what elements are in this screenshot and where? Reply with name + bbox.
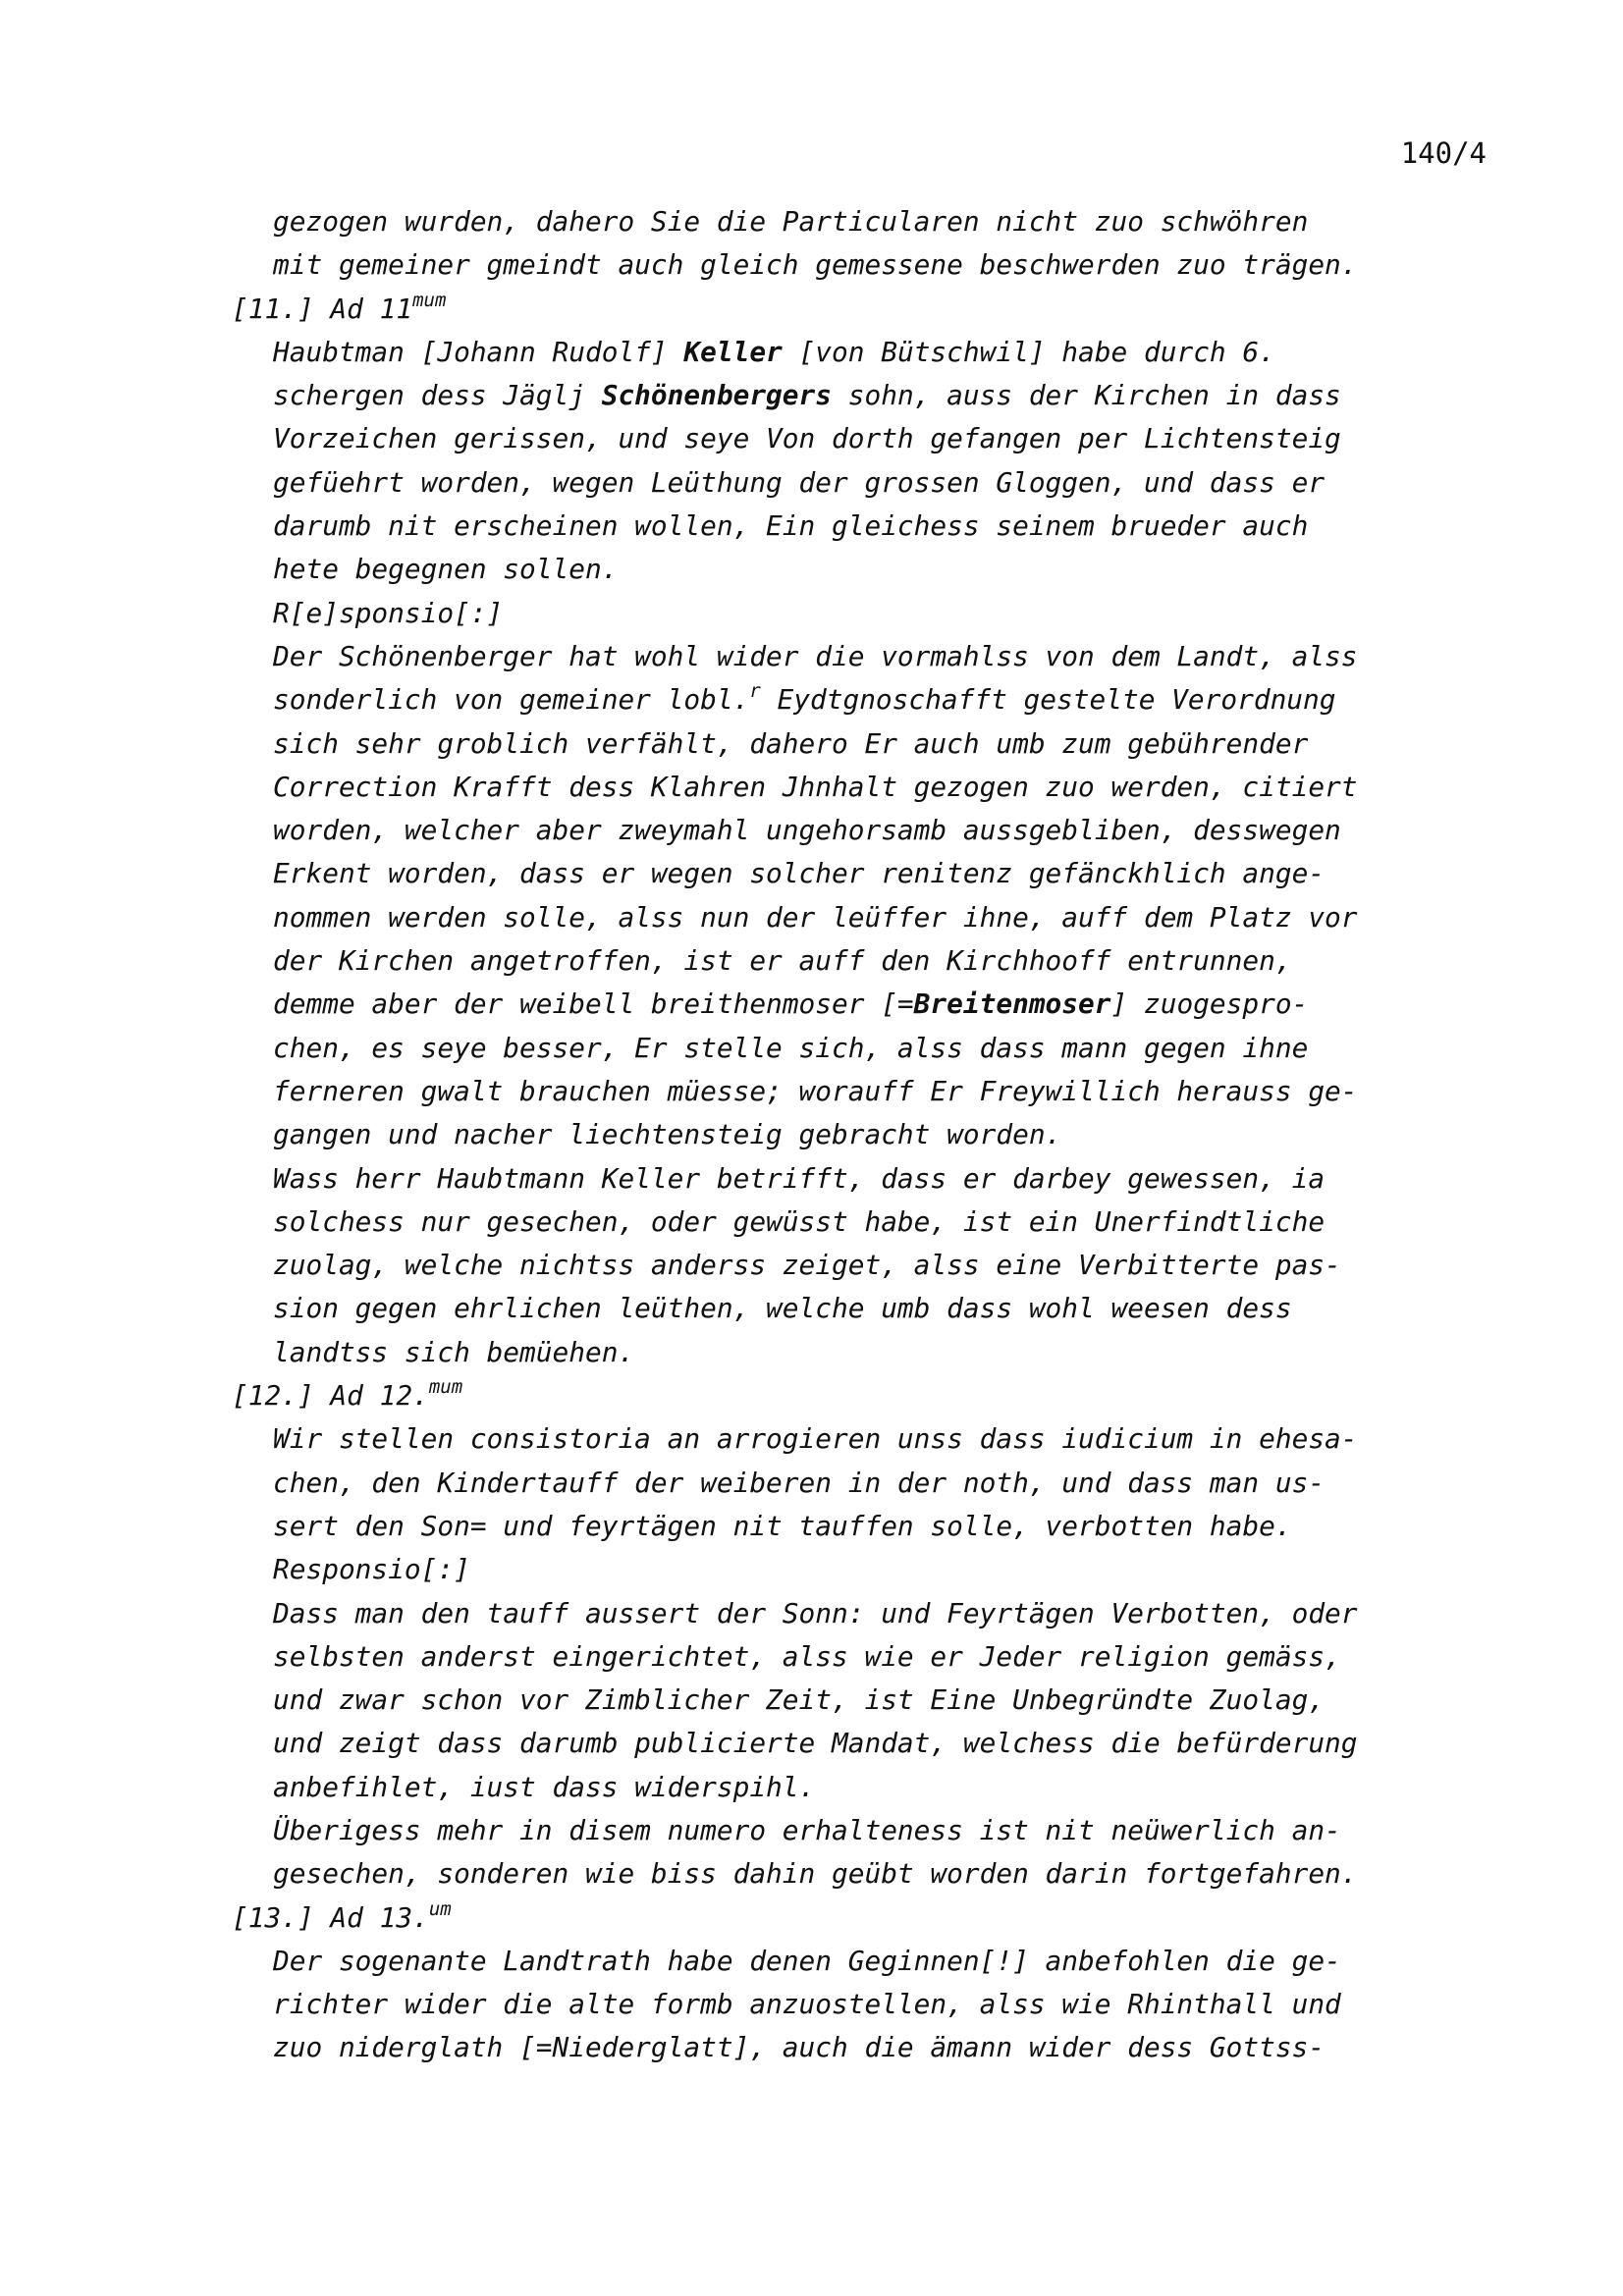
text-span: Erkent worden, dass er wegen solcher renitenz gefänckhlich ange- — [273, 857, 1325, 890]
text-span: der Kirchen angetroffen, ist er auff den Kirchhooff entrunnen, — [273, 944, 1292, 978]
text-span: gezogen wurden, dahero Sie die Particularen nicht zuo schwöhren — [273, 205, 1309, 238]
text-span: zuo niderglath [=Niederglatt], auch die ämann wider dess Gottss- — [273, 2031, 1325, 2064]
bold-name: Schönenbergers — [601, 379, 832, 412]
text-line — [232, 1766, 1498, 1809]
text-line — [232, 1417, 1498, 1461]
section-heading — [232, 1374, 1498, 1417]
text-span: Eydtgnoschafft gestelte Verordnung — [760, 683, 1336, 717]
text-line — [232, 592, 1498, 635]
text-line — [232, 1592, 1498, 1635]
text-span: hete begegnen sollen. — [273, 553, 619, 586]
text-line — [232, 809, 1498, 852]
text-line — [232, 1331, 1498, 1374]
text-span: gefüehrt worden, wegen Leüthung der grossen Gloggen, und dass er — [273, 465, 1325, 499]
text-span: worden, welcher aber zweymahl ungehorsamb aussgebliben, desswegen — [273, 814, 1341, 847]
text-line — [232, 1070, 1498, 1113]
text-span: [12.] Ad 12. — [232, 1379, 429, 1413]
text-line — [232, 1852, 1498, 1896]
text-span: und zwar schon vor Zimblicher Zeit, ist Eine Unbegründte Zuolag, — [273, 1683, 1325, 1717]
text-line — [232, 374, 1498, 417]
text-line — [232, 461, 1498, 505]
text-line — [232, 417, 1498, 460]
page-number: 140/4 — [1400, 136, 1487, 170]
text-span: ferneren gwalt brauchen müesse; worauff Er Freywillich herauss ge- — [273, 1074, 1358, 1107]
text-span: selbsten anderst eingerichtet, alss wie er Jeder religion gemäss, — [273, 1639, 1341, 1673]
text-span: Der Schönenberger hat wohl wider die vormahlss von dem Landt, alss — [273, 639, 1358, 672]
text-line — [232, 1505, 1498, 1548]
section-heading — [232, 1896, 1498, 1940]
bold-name: Keller — [683, 335, 783, 368]
bold-name: Breitenmoser — [913, 988, 1111, 1021]
text-span: gesechen, sonderen wie biss dahin geübt worden darin fortgefahren. — [273, 1857, 1358, 1891]
text-line — [232, 243, 1498, 287]
text-line — [232, 1287, 1498, 1330]
text-line — [232, 635, 1498, 678]
text-line — [232, 1983, 1498, 2026]
text-line — [232, 1462, 1498, 1505]
text-span: Responsio[:] — [273, 1553, 470, 1586]
text-span: chen, den Kindertauff der weiberen in der noth, und dass man us- — [273, 1466, 1325, 1499]
text-span: darumb nit erscheinen wollen, Ein gleichess seinem brueder auch — [273, 509, 1309, 543]
text-line — [232, 1809, 1498, 1852]
text-line — [232, 548, 1498, 591]
text-span: anbefihlet, iust dass widerspihl. — [273, 1770, 816, 1803]
text-span: sonderlich von gemeiner lobl. — [273, 683, 750, 717]
text-line — [232, 939, 1498, 983]
text-span: landtss sich bemüehen. — [273, 1335, 635, 1368]
text-line — [232, 1548, 1498, 1591]
text-span: Correction Krafft dess Klahren Jhnhalt gezogen zuo werden, citiert — [273, 770, 1358, 803]
text-line — [232, 1027, 1498, 1070]
section-heading — [232, 288, 1498, 331]
text-span: demme aber der weibell breithenmoser [= — [273, 988, 914, 1021]
text-line — [232, 896, 1498, 939]
text-span: Der sogenante Landtrath habe denen Geginnen[!] anbefohlen die ge- — [273, 1944, 1341, 1977]
text-line — [232, 1635, 1498, 1679]
text-line — [232, 1244, 1498, 1287]
text-span: ] zuogespro- — [1110, 988, 1309, 1021]
text-span: [von Bütschwil] habe durch 6. — [782, 335, 1275, 368]
text-span: schergen dess Jäglj — [273, 379, 602, 412]
superscript: mum — [428, 1376, 463, 1399]
text-span: chen, es seye besser, Er stelle sich, alss dass mann gegen ihne — [273, 1031, 1309, 1064]
text-span: Überigess mehr in disem numero erhalteness ist nit neüwerlich an- — [273, 1813, 1341, 1846]
text-line — [232, 766, 1498, 809]
text-line — [232, 1722, 1498, 1765]
text-span: [11.] Ad 11 — [232, 292, 413, 325]
text-span: Wir stellen consistoria an arrogieren unss dass iudicium in ehesa- — [273, 1422, 1358, 1456]
text-span: R[e]sponsio[:] — [273, 596, 504, 629]
text-span: und zeigt dass darumb publicierte Mandat, welchess die befürderung — [273, 1727, 1358, 1760]
text-line — [232, 1157, 1498, 1201]
text-line — [232, 1679, 1498, 1722]
text-span: gangen und nacher liechtensteig gebracht worden. — [273, 1118, 1062, 1151]
text-line — [232, 1201, 1498, 1244]
text-line — [232, 505, 1498, 548]
text-span: Wass herr Haubtmann Keller betrifft, dass er darbey gewessen, ia — [273, 1161, 1325, 1195]
text-line — [232, 2026, 1498, 2069]
text-span: sert den Son= und feyrtägen nit tauffen solle, verbotten habe. — [273, 1509, 1292, 1542]
text-line — [232, 331, 1498, 374]
text-span: [13.] Ad 13. — [232, 1900, 429, 1934]
text-line — [232, 852, 1498, 895]
text-line — [232, 983, 1498, 1026]
text-span: Dass man den tauff aussert der Sonn: und Feyrtägen Verbotten, oder — [273, 1596, 1358, 1629]
text-span: Vorzeichen gerissen, und seye Von dorth gefangen per Lichtensteig — [273, 422, 1341, 455]
text-span: richter wider die alte formb anzuostellen, alss wie Rhinthall und — [273, 1988, 1341, 2021]
text-span: zuolag, welche nichtss anderss zeiget, alss eine Verbitterte pas- — [273, 1249, 1341, 1282]
text-line — [232, 1113, 1498, 1156]
text-span: Haubtman [Johann Rudolf] — [273, 335, 684, 368]
text-span: sohn, auss der Kirchen in dass — [832, 379, 1341, 412]
superscript: um — [428, 1897, 452, 1920]
text-span: nommen werden solle, alss nun der leüffer ihne, auff dem Platz vor — [273, 900, 1358, 934]
text-span: solchess nur gesechen, oder gewüsst habe, ist ein Unerfindtliche — [273, 1204, 1325, 1238]
text-span: sion gegen ehrlichen leüthen, welche umb dass wohl weesen dess — [273, 1292, 1292, 1325]
superscript: mum — [412, 289, 447, 311]
document-body — [232, 200, 1498, 2070]
text-line — [232, 1940, 1498, 1983]
text-span: sich sehr groblich verfählt, dahero Er auch umb zum gebührender — [273, 726, 1309, 760]
text-span: mit gemeiner gmeindt auch gleich gemessene beschwerden zuo trägen. — [273, 248, 1358, 282]
text-line — [232, 722, 1498, 766]
text-line — [232, 678, 1498, 721]
superscript: r — [749, 680, 761, 703]
text-line — [232, 200, 1498, 243]
